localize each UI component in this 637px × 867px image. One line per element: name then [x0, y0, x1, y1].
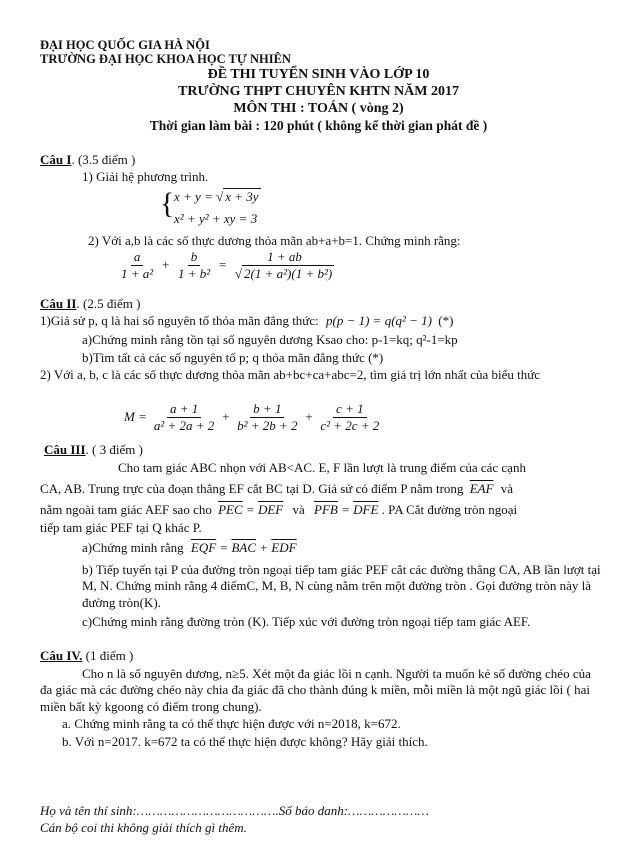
inequality-formula: $\frac{a}{\text{1 + a²}}$ + $\frac{b}{\text{1 + b²}}$ = $\frac{1 + ab}{\text{√ 2(1 + a²)(1 + b²)}}$ — [116, 249, 339, 282]
question-3-heading — [44, 442, 143, 458]
fraction-b: $\frac{b}{\text{1 + b²}}$ — [177, 249, 211, 281]
question-3-line-4: tiếp tam giác PEF tại Q khác P. — [40, 520, 202, 535]
question-4-part-a: a. Chứng minh rằng ta có thể thực hiện được với n=2018, k=672. — [62, 716, 401, 731]
question-2-equation: p(p − 1) = q(q² − 1) — [325, 313, 433, 328]
question-3-label: Câu III — [44, 442, 86, 457]
question-3-part-c: c)Chứng minh rằng đường tròn (K). Tiếp xúc với đường tròn ngoại tiếp tam giác AEF. — [82, 614, 531, 629]
arc-eaf: $\overline{EAF}$ — [469, 481, 494, 496]
exam-title: ĐỀ THI TUYỂN SINH VÀO LỚP 10 — [207, 67, 430, 82]
question-4-points: (1 điểm ) — [82, 648, 134, 663]
question-3-line-2: CA, AB. Trung trực của đoạn thẳng EF cắt BC tại D. Giả sử có điểm P nằm trong $\overline{EAF}$ và — [40, 481, 514, 496]
university-name: ĐẠI HỌC QUỐC GIA HÀ NỘI — [40, 38, 210, 52]
candidate-info-line: Họ và tên thí sinh:……………………………….Số báo danh:………………… — [40, 803, 429, 818]
question-2-part-2: 2) Với a, b, c là các số thực dương thỏa mãn ab+bc+ca+abc=2, tìm giá trị lớn nhất của biểu thức — [40, 367, 541, 382]
question-1-points: . (3.5 điểm ) — [71, 152, 136, 167]
question-1-heading — [40, 152, 135, 168]
term-a: $\frac{a + 1}{\text{a² + 2a + 2}}$ — [153, 401, 215, 433]
question-2-intro: 1)Giả sử p, q là hai số nguyên tố thỏa mãn đẳng thức: p(p − 1) = q(q² − 1) (*) — [40, 313, 454, 328]
term-c: $\frac{c + 1}{\text{c² + 2c + 2}}$ — [320, 401, 380, 433]
system-brace: { — [160, 187, 175, 220]
proctor-note: Cán bộ coi thi không giải thích gì thêm. — [40, 820, 247, 835]
max-expression: M = $\frac{a + 1}{\text{a² + 2a + 2}}$ + $\frac{b + 1}{\text{b² + 2b + 2}}$ + $\frac{c + 1}{\text{c² + 2c + 2}}$ — [124, 401, 384, 434]
question-1-part-1: 1) Giải hệ phương trình. — [82, 169, 209, 184]
question-2-heading — [40, 296, 140, 312]
question-2-part-b: b)Tìm tất cả các số nguyên tố p; q thỏa mãn đẳng thức (*) — [82, 350, 384, 365]
question-4-heading — [40, 648, 133, 664]
question-1-label: Câu I — [40, 152, 72, 167]
question-3-line-1: Cho tam giác ABC nhọn với AB<AC. E, F lần lượt là trung điểm của các cạnh — [118, 460, 526, 475]
exam-subject: MÔN THI : TOÁN ( vòng 2) — [233, 101, 404, 116]
system-line-1: x + y = √ x + 3y — [174, 189, 259, 204]
fraction-a: $\frac{a}{\text{1 + a²}}$ — [121, 249, 154, 281]
question-2-label: Câu II — [40, 296, 77, 311]
question-4-label: Câu IV. — [40, 648, 83, 663]
question-3-line-3: nằm ngoài tam giác AEF sao cho $\overline{PEC} = \overline{DEF}$ và $\overline{PFB} = \overline{DFE}$ . PA Cắt đường tròn ngoại — [40, 502, 518, 517]
question-1-part-2: 2) Với a,b là các số thực dương thỏa mãn ab+a+b=1. Chứng minh rằng: — [88, 233, 461, 248]
question-3-part-b: b) Tiếp tuyến tại P của đường tròn ngoại tiếp tam giác PEF cắt các đường thẳng CA, AB lần lượt tại M, N. Chứng minh rằng 4 điểmC, M, B, N cùng nằm trên một đường tròn . Gọi đường tròn này là đường tròn(K). — [82, 562, 601, 610]
question-3-part-a: a)Chứng minh rằng $\overline{EQF} = \overline{BAC} + \overline{EDF}$ — [82, 540, 297, 555]
question-3-points: . ( 3 điểm ) — [85, 442, 143, 457]
term-b: $\frac{b + 1}{\text{b² + 2b + 2}}$ — [237, 401, 298, 433]
system-line-2: x² + y² + xy = 3 — [174, 211, 258, 226]
question-2-part-a: a)Chứng minh rằng tồn tại số nguyên dương Ksao cho: p-1=kq; q²-1=kp — [82, 332, 458, 347]
school-name: TRƯỜNG ĐẠI HỌC KHOA HỌC TỰ NHIÊN — [40, 52, 291, 66]
question-4-statement: Cho n là số nguyên dương, n≥5. Xét một đa giác lồi n cạnh. Người ta muốn kẻ số đường chéo của đa giác mà các đường chéo này chia đa giác đã cho thành đúng k miền, mỗi miền là một ngũ giác lồi ( hai miền bất kỳ kgoong có điểm trong chung). — [40, 666, 591, 714]
exam-time: Thời gian làm bài : 120 phút ( không kể thời gian phát đề ) — [149, 118, 488, 133]
question-2-points: . (2.5 điểm ) — [76, 296, 141, 311]
exam-school: TRƯỜNG THPT CHUYÊN KHTN NĂM 2017 — [178, 84, 459, 99]
fraction-rhs: $\frac{1 + ab}{\text{√ 2(1 + a²)(1 + b²)}}$ — [234, 249, 333, 281]
question-4-part-b: b. Với n=2017. k=672 ta có thể thực hiện được không? Hãy giải thích. — [62, 734, 428, 749]
